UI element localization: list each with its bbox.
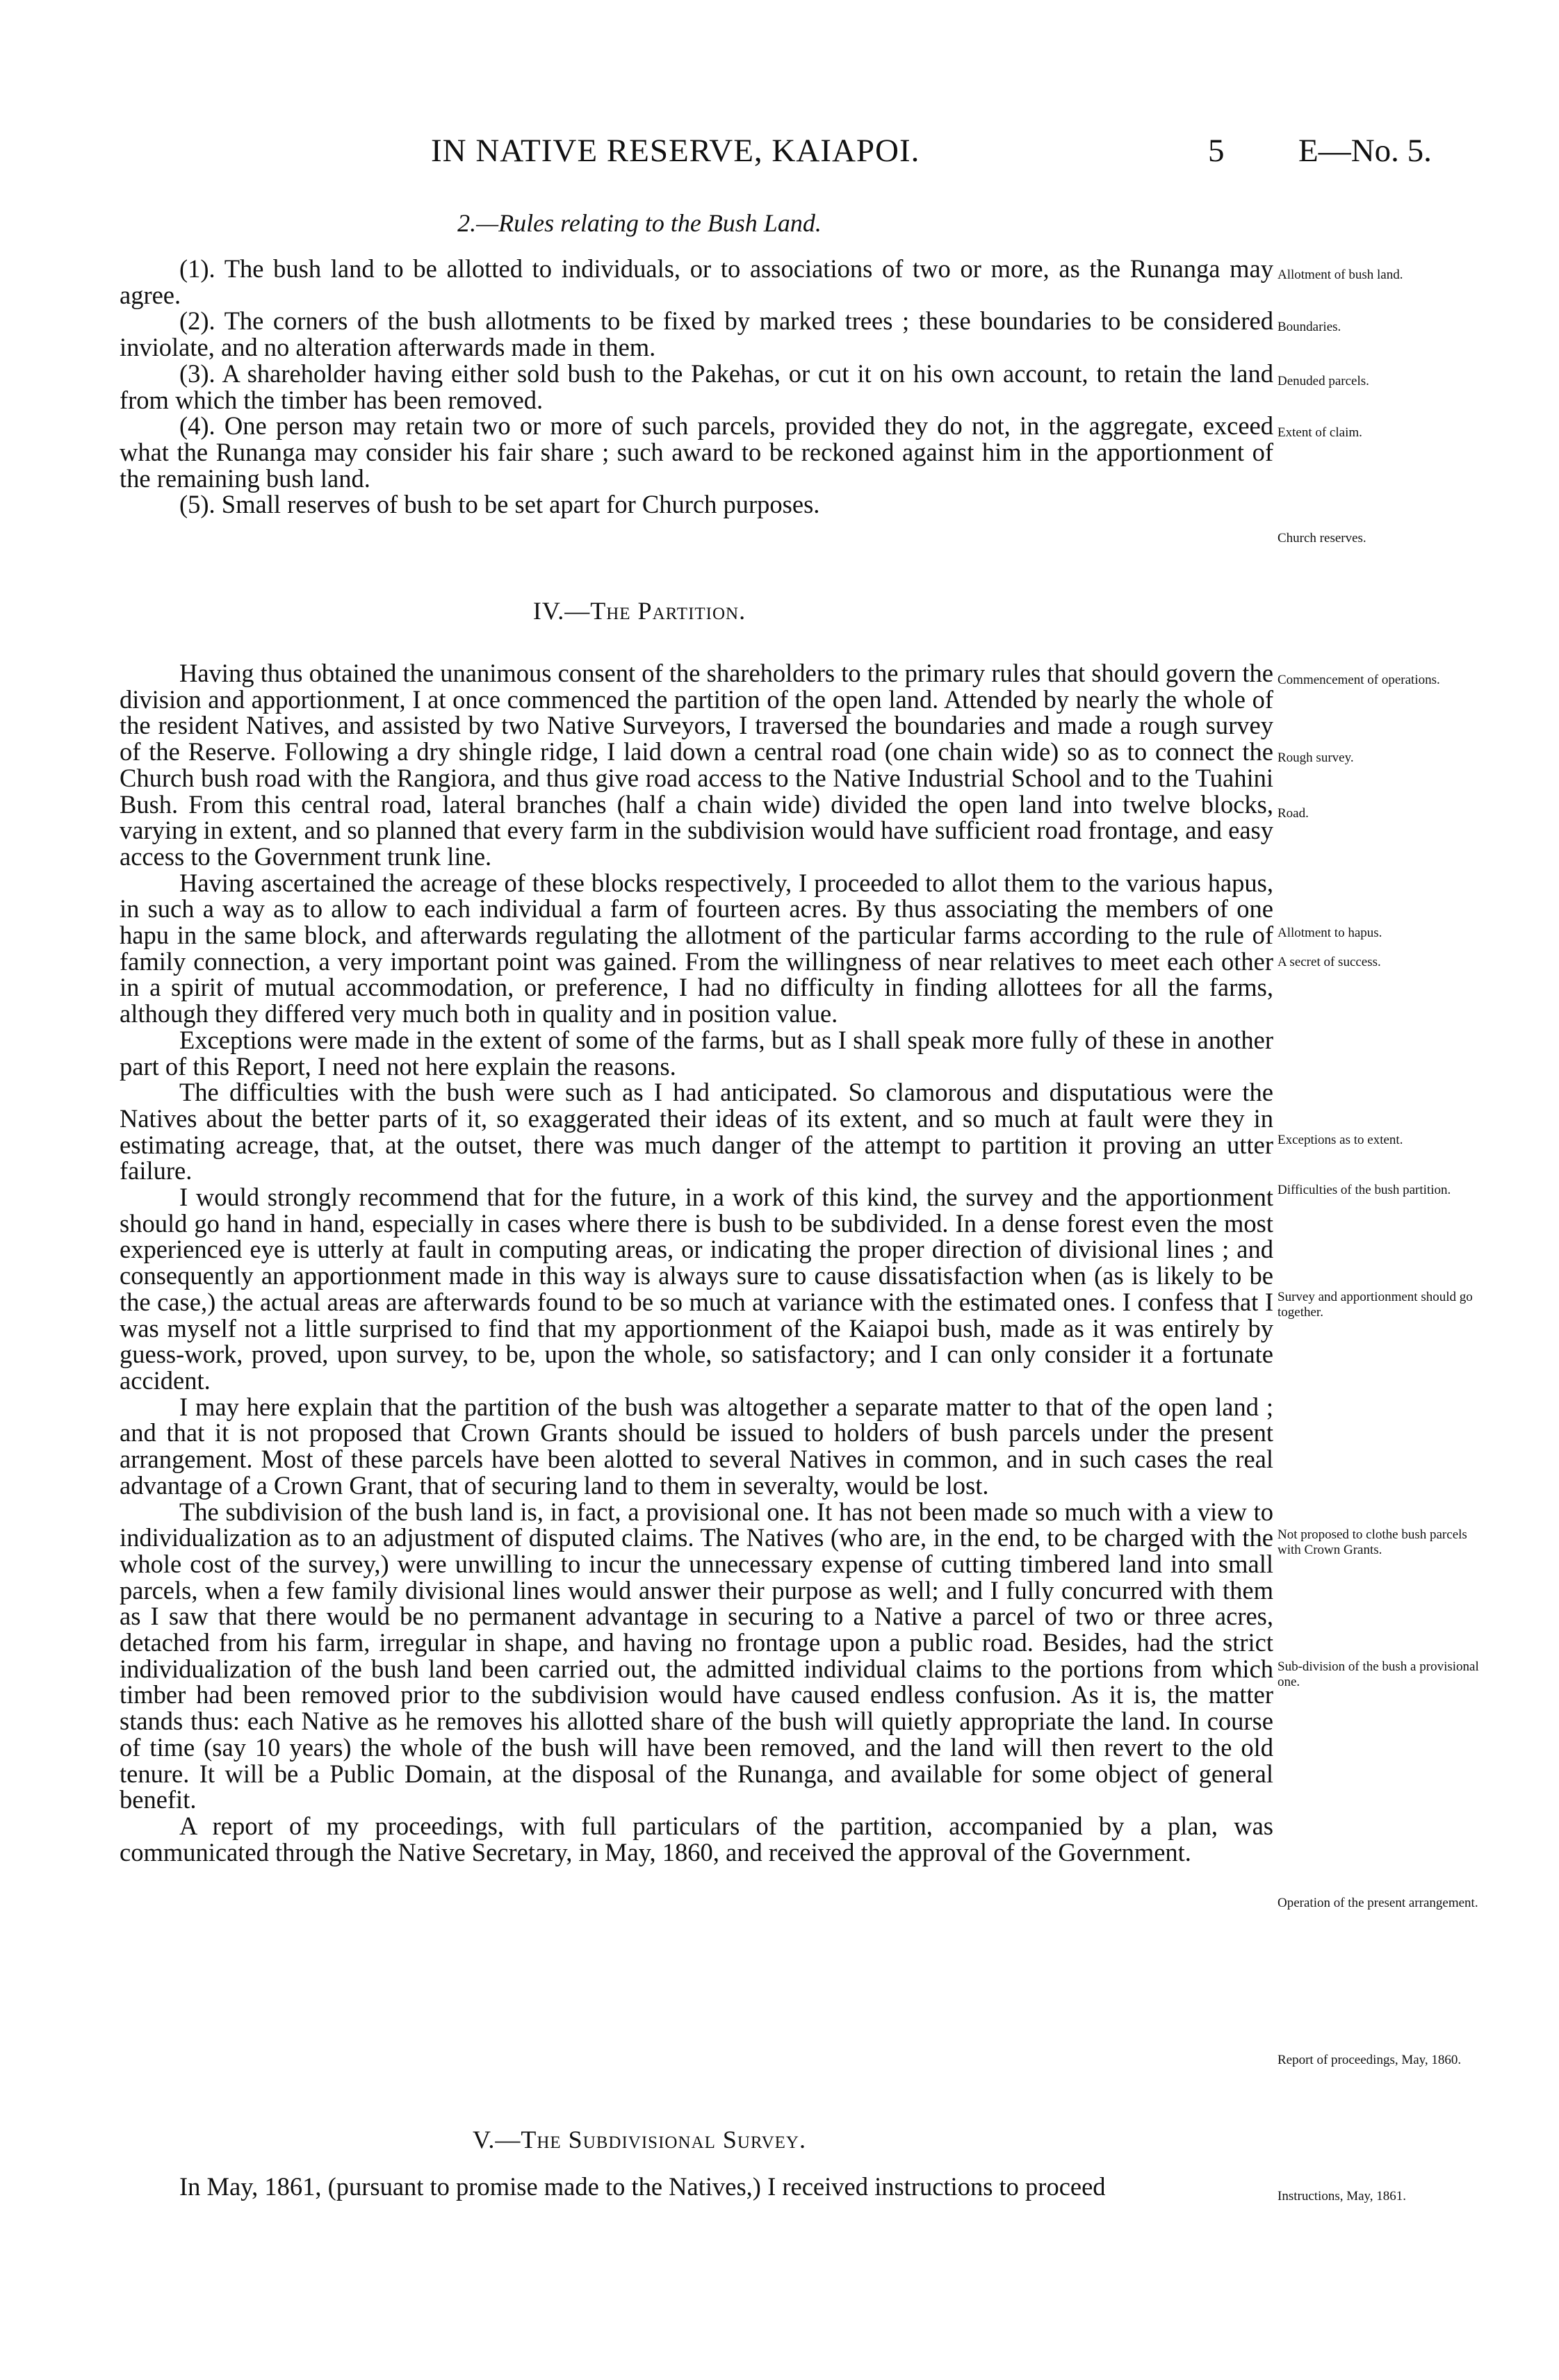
margin-note: Extent of claim. — [1278, 425, 1362, 440]
margin-note: Allotment of bush land. — [1278, 268, 1403, 282]
margin-note: Road. — [1278, 806, 1309, 821]
rule-item: (2). The corners of the bush allotments to be fixed by marked trees ; these boundaries to be considered inviolate, and no alteration afterwards made in them. — [120, 306, 1273, 362]
margin-note: A secret of success. — [1278, 955, 1381, 969]
margin-note: Sub-division of the bush a provisional one. — [1278, 1659, 1479, 1689]
rule-item: (3). A shareholder having either sold bush to the Pakehas, or cut it on his own account, to retain the land from which the timber has been removed. — [120, 359, 1273, 414]
paragraph: In May, 1861, (pursuant to promise made to the Natives,) I received instructions to proceed — [179, 2172, 1106, 2201]
rule-item: (5). Small reserves of bush to be set apart for Church purposes. — [179, 490, 820, 519]
paragraph: A report of my proceedings, with full particulars of the partition, accompanied by a plan, was communicated through the Native Secretary, in May, 1860, and received the approval of the Government. — [120, 1811, 1273, 1866]
margin-note: Boundaries. — [1278, 320, 1341, 334]
section-heading-partition: IV.—The Partition. — [532, 597, 746, 625]
rules-heading: 2.—Rules relating to the Bush Land. — [457, 209, 822, 237]
margin-note: Operation of the present arrangement. — [1278, 1896, 1478, 1910]
running-title: IN NATIVE RESERVE, KAIAPOI. — [431, 133, 920, 169]
paragraph: Having ascertained the acreage of these blocks respectively, I proceeded to allot them to the various hapus, in such a way as to allow to each individual a farm of fourteen acres. By thus associating the members of one hapu in the same block, and afterwards regulating the allotment of the particular farms according to the rule of family connection, a very important point was gained. From the willingness of near relatives to meet each other in a spirit of mutual accommodation, or preference, I had no difficulty in finding allottees for all the farms, although they differed very much both in quality and in position value. — [120, 868, 1273, 1028]
paragraph: Having thus obtained the unanimous consent of the shareholders to the primary rules that should govern the division and apportionment, I at once commenced the partition of the open land. Attended by nearly the whole of the resident Natives, and assisted by two Native Surveyors, I traversed the boundaries and made a rough survey of the Reserve. Following a dry shingle ridge, I laid down a central road (one chain wide) so as to connect the Church bush road with the Rangiora, and thus give road access to the Native Industrial School and to the Tuahini Bush. From this central road, lateral branches (half a chain wide) divided the open land into twelve blocks, varying in extent, and so planned that every farm in the subdivision would have sufficient road frontage, and easy access to the Government trunk line. — [120, 659, 1273, 871]
margin-note: Survey and apportionment should go together. — [1278, 1290, 1473, 1320]
rules-list — [120, 256, 1273, 518]
rule-item: (1). The bush land to be allotted to individuals, or to associations of two or more, as the Runanga may agree. — [120, 254, 1273, 309]
paragraph: The difficulties with the bush were such as I had anticipated. So clamorous and disputatious were the Natives about the better parts of it, so exaggerated their ideas of its extent, and so much at fault were they in estimating acreage, that, at the outset, there was much danger of the attempt to partition it proving an utter failure. — [120, 1078, 1273, 1185]
document-number: E—No. 5. — [1298, 133, 1432, 169]
margin-note: Church reserves. — [1278, 531, 1366, 545]
page-number: 5 — [1208, 133, 1225, 169]
paragraph: I would strongly recommend that for the future, in a work of this kind, the survey and the apportionment should go hand in hand, especially in cases where there is bush to be subdivided. In a dense forest even the most experienced eye is utterly at fault in computing areas, or indicating the proper direction of divisional lines ; and consequently an apportionment made in this way is always sure to cause dissatisfaction when (as is likely to be the case,) the actual areas are afterwards found to be so much at variance with the estimated ones. I confess that I was myself not a little surprised to find that my apportionment of the Kaiapoi bush, made as it was entirely by guess-work, proved, upon survey, to be, upon the whole, so satisfactory; and I can only consider it a fortunate accident. — [120, 1183, 1273, 1395]
paragraph: The subdivision of the bush land is, in fact, a provisional one. It has not been made so much with a view to individualization as to an adjustment of disputed claims. The Natives (who are, in the end, to be charged with the whole cost of the survey,) were unwilling to incur the unnecessary expense of cutting timbered land into small parcels, when a few family divisional lines would answer their purpose as well; and I fully concurred with them as I saw that there would be no permanent advantage in securing to a Native a parcel of two or three acres, detached from his farm, irregular in shape, and having no frontage upon a public road. Besides, had the strict individualization of the bush land been carried out, the admitted individual claims to the portions from which timber had been removed prior to the subdivision would have caused endless confusion. As it is, the matter stands thus: each Native as he removes his allotted share of the bush will quietly appropriate the land. In course of time (say 10 years) the whole of the bush will have been removed, and the land will then revert to the old tenure. It will be a Public Domain, at the disposal of the Runanga, and available for some object of general benefit. — [120, 1497, 1273, 1814]
margin-note: Allotment to hapus. — [1278, 926, 1382, 940]
page-header — [0, 132, 1559, 181]
margin-note: Not proposed to clothe bush parcels with Crown Grants. — [1278, 1527, 1467, 1557]
margin-note: Rough survey. — [1278, 750, 1354, 765]
margin-note: Commencement of operations. — [1278, 673, 1440, 687]
subdivision-body — [120, 2174, 1273, 2200]
margin-note: Instructions, May, 1861. — [1278, 2189, 1407, 2203]
partition-body — [120, 660, 1273, 1865]
section-heading-subdivision: V.—The Subdivisional Survey. — [473, 2126, 806, 2153]
margin-note: Difficulties of the bush partition. — [1278, 1183, 1451, 1197]
rule-item: (4). One person may retain two or more of such parcels, provided they do not, in the aggregate, exceed what the Runanga may consider his fair share ; such award to be reckoned against him in the apportionment of the remaining bush land. — [120, 411, 1273, 493]
margin-note: Denuded parcels. — [1278, 374, 1369, 388]
paragraph: I may here explain that the partition of the bush was altogether a separate matter to that of the open land ; and that it is not proposed that Crown Grants should be issued to holders of bush parcels under the present arrangement. Most of these parcels have been alotted to several Natives in common, and in such cases the real advantage of a Crown Grant, that of securing land to them in severalty, would be lost. — [120, 1392, 1273, 1500]
paragraph: Exceptions were made in the extent of some of the farms, but as I shall speak more fully of these in another part of this Report, I need not here explain the reasons. — [120, 1025, 1273, 1081]
margin-note: Exceptions as to extent. — [1278, 1133, 1403, 1147]
margin-note: Report of proceedings, May, 1860. — [1278, 2053, 1462, 2067]
